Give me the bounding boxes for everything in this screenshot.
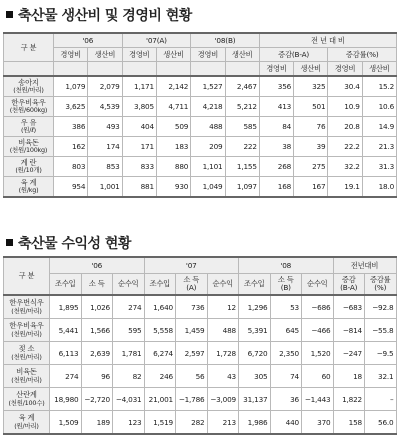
table-cell: 18.0 xyxy=(362,177,396,198)
change-rate-header: 증감률(%) xyxy=(328,48,397,62)
net-profit-header: 순수익 xyxy=(113,274,145,296)
table-cell: 440 xyxy=(270,411,302,435)
table-cell: 1,026 xyxy=(81,295,113,319)
table-cell: 1,101 xyxy=(191,157,225,177)
prod-cost-header: 생산비 xyxy=(88,48,122,62)
table-cell: 1,049 xyxy=(191,177,225,198)
table-row xyxy=(4,117,397,137)
row-name: 육 계 xyxy=(20,177,37,187)
table-cell: 167 xyxy=(294,177,328,198)
row-name: 비육돈 xyxy=(18,137,39,147)
table-row xyxy=(4,342,397,365)
table-cell: 158 xyxy=(333,411,365,435)
table-cell: 501 xyxy=(294,97,328,117)
production-cost-title xyxy=(6,6,192,26)
table-cell: −4,031 xyxy=(113,388,145,411)
table-cell: 19.1 xyxy=(328,177,362,198)
yoy-header: 전년대비 xyxy=(333,257,396,274)
row-label xyxy=(4,319,50,342)
table-cell: – xyxy=(365,388,397,411)
change-rate-header: 증감률 (%) xyxy=(365,274,397,296)
table-cell: 881 xyxy=(122,177,156,198)
blank-header xyxy=(225,62,259,77)
table-cell: 12 xyxy=(207,295,239,319)
table-cell: 21,001 xyxy=(144,388,176,411)
table-cell: 2,597 xyxy=(176,342,208,365)
row-unit: (천원/마리) xyxy=(11,306,42,315)
table-cell: −683 xyxy=(333,295,365,319)
table-cell: 3,625 xyxy=(54,97,88,117)
table-cell: 1,895 xyxy=(50,295,82,319)
table-cell: 21.3 xyxy=(362,137,396,157)
mgmt-cost-header: 경영비 xyxy=(328,62,362,77)
table-cell: 880 xyxy=(156,157,190,177)
table-row xyxy=(4,319,397,342)
row-unit: (천원/100수) xyxy=(8,398,45,407)
row-label xyxy=(4,117,54,137)
table-cell: 5,212 xyxy=(225,97,259,117)
table-cell: 5,441 xyxy=(50,319,82,342)
table-cell: 43 xyxy=(207,365,239,388)
table-cell: −1,786 xyxy=(176,388,208,411)
table-cell: 36 xyxy=(270,388,302,411)
table-cell: 56.0 xyxy=(365,411,397,435)
table-cell: 645 xyxy=(270,319,302,342)
table-cell: −2,720 xyxy=(81,388,113,411)
table-cell: 2,639 xyxy=(81,342,113,365)
prod-cost-header: 생산비 xyxy=(294,62,328,77)
row-label xyxy=(4,365,50,388)
header-row xyxy=(4,257,397,274)
table-cell: 15.2 xyxy=(362,76,396,97)
table-cell: 274 xyxy=(50,365,82,388)
change-header: 증감(B-A) xyxy=(259,48,328,62)
table-cell: −814 xyxy=(333,319,365,342)
row-name: 우 유 xyxy=(20,117,37,127)
blank-header xyxy=(88,62,122,77)
table-cell: 96 xyxy=(81,365,113,388)
table-cell: 18,980 xyxy=(50,388,82,411)
table-cell: −247 xyxy=(333,342,365,365)
table-cell: 1,001 xyxy=(88,177,122,198)
year-header-08: '08 xyxy=(239,257,334,274)
table-cell: 18 xyxy=(333,365,365,388)
production-cost-title-text: 축산물 생산비 및 경영비 현황 xyxy=(18,8,192,24)
table-cell: 31,137 xyxy=(239,388,271,411)
table-cell: 1,527 xyxy=(191,76,225,97)
table-cell: 38 xyxy=(259,137,293,157)
table-cell: 736 xyxy=(176,295,208,319)
table-cell: 162 xyxy=(54,137,88,157)
table-cell: 305 xyxy=(239,365,271,388)
row-label xyxy=(4,76,54,97)
row-unit: (천원/마리) xyxy=(11,329,42,338)
table-cell: 1,509 xyxy=(50,411,82,435)
table-cell: 53 xyxy=(270,295,302,319)
table-cell: 386 xyxy=(54,117,88,137)
row-name: 산란계 xyxy=(16,390,37,400)
category-header: 구 분 xyxy=(4,257,50,295)
table-cell: 1,296 xyxy=(239,295,271,319)
table-cell: 82 xyxy=(113,365,145,388)
row-unit: (원/ℓ) xyxy=(21,126,36,135)
table-cell: 488 xyxy=(207,319,239,342)
table-cell: 1,459 xyxy=(176,319,208,342)
row-label xyxy=(4,137,54,157)
table-cell: 1,097 xyxy=(225,177,259,198)
table-cell: 32.1 xyxy=(365,365,397,388)
table-cell: 2,350 xyxy=(270,342,302,365)
table-cell: 853 xyxy=(88,157,122,177)
table-cell: 183 xyxy=(156,137,190,157)
table-cell: 1,519 xyxy=(144,411,176,435)
table-cell: 74 xyxy=(270,365,302,388)
table-cell: 1,986 xyxy=(239,411,271,435)
table-cell: 30.4 xyxy=(328,76,362,97)
table-cell: −686 xyxy=(302,295,334,319)
row-label xyxy=(4,342,50,365)
income-a-header: 소 득 (A) xyxy=(176,274,208,296)
table-row xyxy=(4,137,397,157)
year-header-07: '07 xyxy=(144,257,239,274)
table-cell: 833 xyxy=(122,157,156,177)
table-cell: 2,079 xyxy=(88,76,122,97)
row-unit: (천원/마리) xyxy=(11,352,42,361)
table-cell: 268 xyxy=(259,157,293,177)
production-cost-table xyxy=(3,32,397,198)
table-row xyxy=(4,411,397,435)
table-cell: 325 xyxy=(294,76,328,97)
row-unit: (원/10개) xyxy=(15,166,42,175)
subheader-row-2 xyxy=(4,62,397,77)
table-cell: 10.6 xyxy=(362,97,396,117)
table-cell: 954 xyxy=(54,177,88,198)
blank-header xyxy=(54,62,88,77)
table-cell: 189 xyxy=(81,411,113,435)
table-cell: 1,822 xyxy=(333,388,365,411)
table-cell: 585 xyxy=(225,117,259,137)
table-cell: 209 xyxy=(191,137,225,157)
table-cell: 1,728 xyxy=(207,342,239,365)
table-cell: 488 xyxy=(191,117,225,137)
row-name: 젖 소 xyxy=(18,344,35,354)
mgmt-cost-header: 경영비 xyxy=(54,48,88,62)
table-cell: 493 xyxy=(88,117,122,137)
bullet-square-icon xyxy=(6,11,13,18)
table-cell: 1,520 xyxy=(302,342,334,365)
net-profit-header: 순수익 xyxy=(302,274,334,296)
table-row xyxy=(4,388,397,411)
profitability-title-text: 축산물 수익성 현황 xyxy=(18,236,131,252)
table-cell: 31.3 xyxy=(362,157,396,177)
table-cell: 39 xyxy=(294,137,328,157)
table-cell: 1,171 xyxy=(122,76,156,97)
table-cell: 10.9 xyxy=(328,97,362,117)
table-cell: 2,467 xyxy=(225,76,259,97)
table-cell: 404 xyxy=(122,117,156,137)
table-cell: −3,009 xyxy=(207,388,239,411)
table-cell: 3,805 xyxy=(122,97,156,117)
mgmt-cost-header: 경영비 xyxy=(191,48,225,62)
table-cell: 509 xyxy=(156,117,190,137)
row-name: 한우번식우 xyxy=(9,298,44,308)
table-cell: 595 xyxy=(113,319,145,342)
row-name: 육 계 xyxy=(18,413,35,423)
table-row xyxy=(4,295,397,319)
subheader-row xyxy=(4,48,397,62)
mgmt-cost-header: 경영비 xyxy=(259,62,293,77)
production-cost-body xyxy=(4,76,397,197)
row-label xyxy=(4,295,50,319)
table-cell: 6,720 xyxy=(239,342,271,365)
table-cell: 1,155 xyxy=(225,157,259,177)
year-header-06: '06 xyxy=(54,33,123,48)
table-cell: 4,539 xyxy=(88,97,122,117)
table-cell: −55.8 xyxy=(365,319,397,342)
table-cell: 6,274 xyxy=(144,342,176,365)
table-cell: 32.2 xyxy=(328,157,362,177)
prod-cost-header: 생산비 xyxy=(362,62,396,77)
gross-income-header: 조수입 xyxy=(144,274,176,296)
row-name: 송아지 xyxy=(18,77,39,87)
blank-header xyxy=(191,62,225,77)
year-header-06: '06 xyxy=(50,257,145,274)
table-cell: 84 xyxy=(259,117,293,137)
table-row xyxy=(4,365,397,388)
gross-income-header: 조수입 xyxy=(50,274,82,296)
table-cell: 1,640 xyxy=(144,295,176,319)
table-cell: 168 xyxy=(259,177,293,198)
table-cell: 213 xyxy=(207,411,239,435)
table-cell: 2,142 xyxy=(156,76,190,97)
year-header-08: '08(B) xyxy=(191,33,260,48)
table-cell: 413 xyxy=(259,97,293,117)
table-cell: 803 xyxy=(54,157,88,177)
row-name: 계 란 xyxy=(20,157,37,167)
table-cell: 56 xyxy=(176,365,208,388)
yoy-header: 전 년 대 비 xyxy=(259,33,396,48)
row-label xyxy=(4,411,50,435)
blank-header xyxy=(156,62,190,77)
row-name: 한우비육우 xyxy=(11,97,46,107)
table-cell: −92.8 xyxy=(365,295,397,319)
table-cell: −1,443 xyxy=(302,388,334,411)
table-cell: 123 xyxy=(113,411,145,435)
table-cell: 370 xyxy=(302,411,334,435)
bullet-square-icon xyxy=(6,239,13,246)
table-cell: 282 xyxy=(176,411,208,435)
table-row xyxy=(4,76,397,97)
table-cell: 20.8 xyxy=(328,117,362,137)
table-cell: 1,079 xyxy=(54,76,88,97)
table-row xyxy=(4,97,397,117)
blank-header xyxy=(122,62,156,77)
table-cell: 60 xyxy=(302,365,334,388)
row-name: 한우비육우 xyxy=(9,321,44,331)
row-unit: (원/kg) xyxy=(18,186,39,195)
table-cell: 246 xyxy=(144,365,176,388)
row-unit: (천원/600kg) xyxy=(9,106,48,115)
row-unit: (천원/마리) xyxy=(13,86,44,95)
table-cell: 76 xyxy=(294,117,328,137)
profitability-body xyxy=(4,295,397,434)
table-cell: 4,218 xyxy=(191,97,225,117)
table-cell: 4,711 xyxy=(156,97,190,117)
table-cell: 5,558 xyxy=(144,319,176,342)
table-cell: 1,566 xyxy=(81,319,113,342)
profitability-table xyxy=(3,256,397,435)
table-cell: 174 xyxy=(88,137,122,157)
table-cell: 171 xyxy=(122,137,156,157)
change-header: 증감 (B-A) xyxy=(333,274,365,296)
row-label xyxy=(4,388,50,411)
table-cell: −466 xyxy=(302,319,334,342)
gross-income-header: 조수입 xyxy=(239,274,271,296)
prod-cost-header: 생산비 xyxy=(156,48,190,62)
row-unit: (원/마리) xyxy=(14,421,39,430)
table-cell: 5,391 xyxy=(239,319,271,342)
table-row xyxy=(4,177,397,198)
mgmt-cost-header: 경영비 xyxy=(122,48,156,62)
table-cell: 930 xyxy=(156,177,190,198)
table-cell: 356 xyxy=(259,76,293,97)
row-name: 비육돈 xyxy=(16,367,37,377)
row-label xyxy=(4,157,54,177)
table-cell: 14.9 xyxy=(362,117,396,137)
blank-header xyxy=(4,62,54,77)
net-profit-header: 순수익 xyxy=(207,274,239,296)
table-cell: 1,781 xyxy=(113,342,145,365)
year-header-07: '07(A) xyxy=(122,33,191,48)
income-b-header: 소 득 (B) xyxy=(270,274,302,296)
table-cell: 22.2 xyxy=(328,137,362,157)
prod-cost-header: 생산비 xyxy=(225,48,259,62)
header-row xyxy=(4,33,397,48)
table-row xyxy=(4,157,397,177)
table-cell: 222 xyxy=(225,137,259,157)
table-cell: 275 xyxy=(294,157,328,177)
row-label xyxy=(4,177,54,198)
category-header: 구 분 xyxy=(4,33,54,62)
row-label xyxy=(4,97,54,117)
income-header: 소 득 xyxy=(81,274,113,296)
table-cell: 6,113 xyxy=(50,342,82,365)
row-unit: (천원/마리) xyxy=(11,375,42,384)
profitability-title xyxy=(6,234,131,254)
table-cell: 274 xyxy=(113,295,145,319)
subheader-row xyxy=(4,274,397,296)
table-cell: −9.5 xyxy=(365,342,397,365)
row-unit: (천원/100kg) xyxy=(9,146,48,155)
